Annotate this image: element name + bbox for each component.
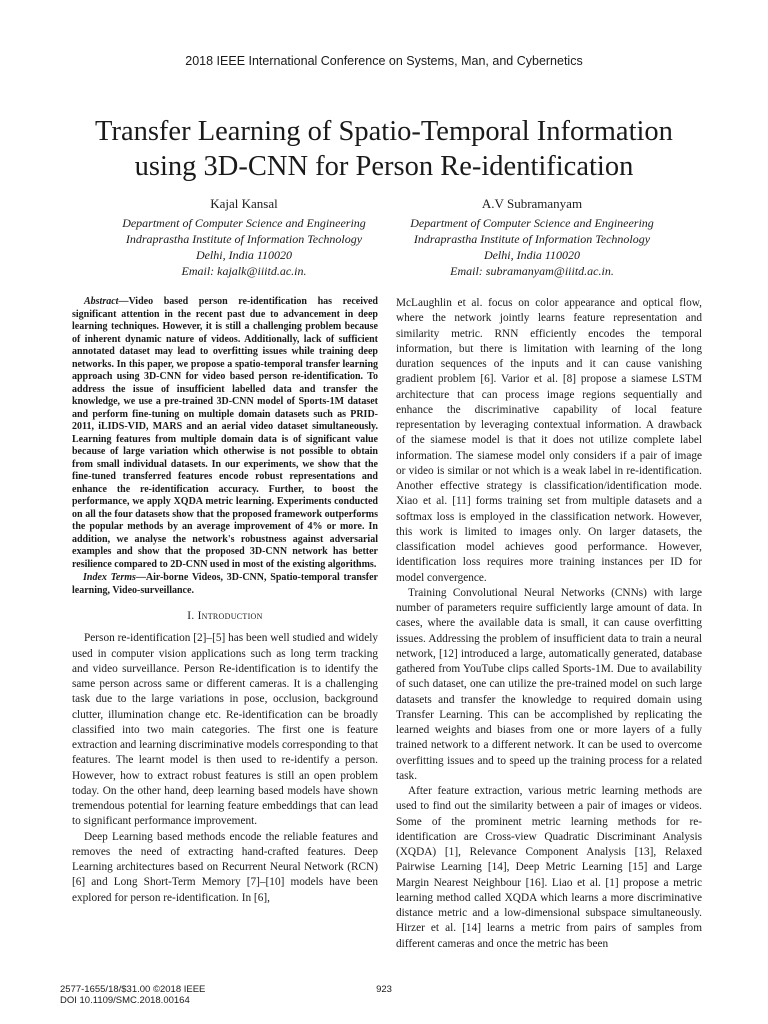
section-title: Introduction <box>197 610 263 622</box>
author-city: Delhi, India 110020 <box>195 248 293 262</box>
paper-title <box>40 114 728 184</box>
author-email: Email: kajalk@iiitd.ac.in. <box>181 264 307 278</box>
author-institute: Indraprastha Institute of Information Technology <box>413 232 651 246</box>
index-terms-text: —Air-borne Videos, 3D-CNN, Spatio-temporal transfer learning, Video-surveillance. <box>72 572 378 596</box>
author-institute: Indraprastha Institute of Information Technology <box>125 232 363 246</box>
left-column <box>72 296 378 906</box>
title-line-1: Transfer Learning of Spatio-Temporal Information <box>95 116 673 147</box>
paragraph: Deep Learning based methods encode the reliable features and removes the need of extracting hand-crafted features. Deep Learning architectures based on Recurrent Neural Network (RCN) [6] and Long Short-Term Memory [7]–[10] models have been explored for person re-identification. In [6], <box>72 830 378 904</box>
section-number: I. <box>187 610 195 622</box>
abstract-label: Abstract <box>84 296 119 307</box>
paragraph: After feature extraction, various metric learning methods are used to find out the similarity between a pair of images or videos. Some of the prominent metric learning methods for re-identification are Cross-view Quadratic Discriminant Analysis (XQDA) [1], Relevance Component Analysis [13], Relaxed Pairwise Learning [14], Deep Metric Learning [15] and Large Margin Nearest Neighbour [16]. Liao et al. [1] propose a metric learning method called XQDA which learns a more discriminative distance metric and a low-dimensional subspace simultaneously. Hirzer et al. [14] learns a metric from pairs of samples from different cameras and once the metric has been <box>396 785 702 950</box>
section-heading-introduction <box>72 609 378 624</box>
title-line-2: using 3D-CNN for Person Re-identification <box>134 151 634 182</box>
paragraph: McLaughlin et al. focus on color appearance and optical flow, where the network jointly learns feature representation and similarity metric. RNN efficiently encodes the temporal information, but there is limitation with learning of the long duration sequences of the inputs and it can cause vanishing gradient problem [6]. Varior et al. [8] propose a siamese LSTM architecture that can process image regions sequentially and enhance the discriminative capability of local feature representation by leveraging contextual information. A drawback of the siamese model is that it does not utilize complete label information. The siamese model only considers if a pair of image or video is similar or not which is a weak label in re-identification. Another effective strategy is classification/identification mode. Xiao et al. [11] forms training set from multiple datasets and a softmax loss is employed in the classification network. However, this work is limited to images only. On larger datasets, the classification model achieves good performance. However, identification loss requires more training instances per ID for model convergence. <box>396 297 702 584</box>
index-terms <box>72 572 378 597</box>
paragraph: Training Convolutional Neural Networks (CNNs) with large number of parameters require sufficiently large amount of data. In cases, where the available data is small, it can cause overfitting issues. Addressing the problem of insufficient data to train a neural network, [12] introduced a large, automatically generated, database gathered from YouTube clips called Sports-1M. Due to availability of such dataset, one can utilize the pre-trained model on such large datasets and transfer the knowledge to required domain using Transfer Learning. This can be accomplished by replicating the learned weights and biases from one or more layers of a fully trained network to a different network. It can be used to overcome overfitting issues and to speed up the training process for a related task. <box>396 586 702 782</box>
author-department: Department of Computer Science and Engineering <box>122 216 366 230</box>
index-terms-label: Index Terms <box>83 572 136 583</box>
abstract-text: —Video based person re-identification has received significant attention in the recent past due to advancement in deep learning techniques. However, it is still a challenging problem because of inherent dynamic nature of videos. Additionally, lack of sufficient annotated dataset may lead to overfitting issues while training deep networks. In this paper, we propose a spatio-temporal transfer learning approach using 3D-CNN for video based person re-identification. To address the issue of insufficient labelled data and transfer the knowledge, we use a pre-trained 3D-CNN model of Sports-1M dataset and perform fine-tuning on multiple domain datasets such as PRID-2011, iLIDS-VID, MARS and an aerial video dataset simultaneously. Learning features from multiple domain data is of significant value because of large variation which otherwise is not possible to obtain from small individual datasets. In our experiments, we show that the fine-tuned transferred features encode robust representations and enhance the re-identification accuracy. Further, to boost the performance, we apply XQDA metric learning. Experiments conducted on all the four datasets show that the proposed framework outperforms the popular methods by an average improvement of 4% or more. In addition, we analyse the network's robustness against adversarial examples and show that the proposed 3D-CNN network has better resilience compared to 2D-CNN used in most of the existing algorithms. <box>72 296 378 570</box>
paragraph: Person re-identification [2]–[5] has been well studied and widely used in computer vision applications such as long term tracking and video surveillance. Person Re-identification is to identify the same person across same or different cameras. It is a challenging task due to the large variations in pose, occlusion, background clutter, illumination change etc. Re-identification can be broadly classified into two main categories. The first one is feature extraction and learning discriminative models corresponding to that features. The learnt model is then used to re-identify a person. However, how to extract robust features is still an open problem today. On the other hand, deep learning based models have shown tremendous potential for learning feature embeddings that can lead to significant performance improvement. <box>72 632 378 828</box>
author-block-1 <box>94 196 394 279</box>
right-column <box>396 296 702 952</box>
conference-header: 2018 IEEE International Conference on Systems, Man, and Cybernetics <box>185 54 583 68</box>
footer-doi: DOI 10.1109/SMC.2018.00164 <box>60 995 190 1006</box>
author-name: Kajal Kansal <box>210 196 278 211</box>
footer-line-1: 2577-1655/18/$31.00 ©2018 IEEE <box>60 984 206 995</box>
author-block-2 <box>382 196 682 279</box>
page-number: 923 <box>376 984 392 995</box>
author-city: Delhi, India 110020 <box>483 248 581 262</box>
author-department: Department of Computer Science and Engineering <box>410 216 654 230</box>
author-name: A.V Subramanyam <box>481 196 583 211</box>
abstract <box>72 296 378 571</box>
author-email: Email: subramanyam@iiitd.ac.in. <box>450 264 614 278</box>
